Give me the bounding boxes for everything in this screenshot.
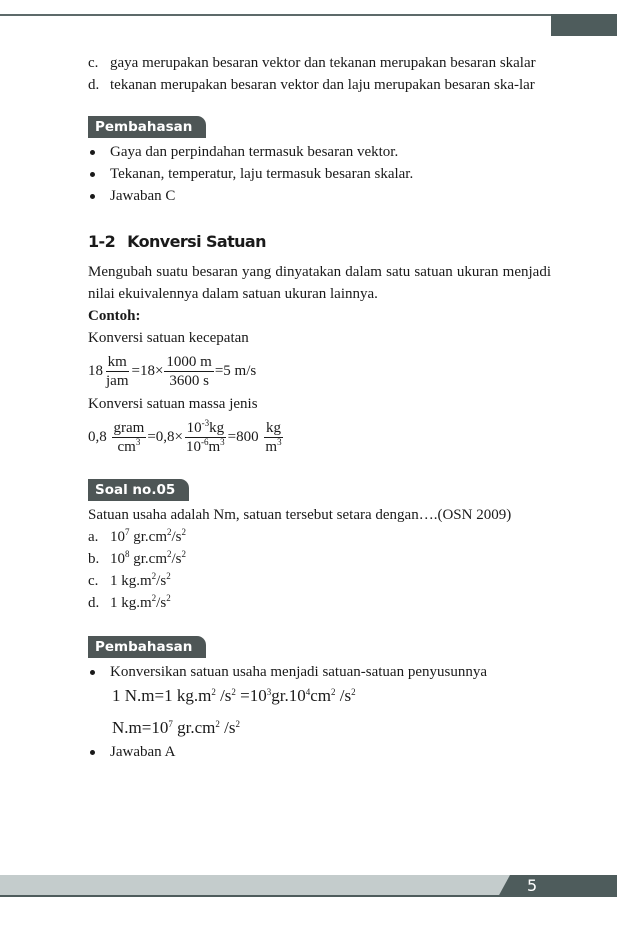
bullet-icon	[90, 194, 95, 199]
pembahasan-list	[88, 661, 551, 683]
pembahasan-list	[88, 141, 551, 207]
bullet-icon	[90, 670, 95, 675]
footer-tab	[498, 875, 617, 897]
bullet-icon	[90, 150, 95, 155]
list-item: Konversikan satuan usaha menjadi satuan-satuan penyusunnya	[88, 661, 551, 683]
option-label: c.	[88, 55, 99, 71]
option-text: gaya merupakan besaran vektor dan tekanan merupakan besaran skalar	[110, 55, 536, 71]
list-item: Tekanan, temperatur, laju termasuk besaran skalar.	[88, 163, 551, 185]
answer-option-a: a. $10^7$ $gr.cm^2/s^2$	[88, 527, 187, 545]
page-content	[88, 52, 551, 763]
bullet-icon	[90, 750, 95, 755]
section-title: Konversi Satuan	[127, 232, 266, 251]
option-text: tekanan merupakan besaran vektor dan laju merupakan besaran ska-lar	[110, 77, 535, 93]
list-item: Jawaban A	[88, 741, 551, 763]
answer-option-c: c. 1 $kg.m^2/s^2$	[88, 571, 171, 589]
fraction: $\frac{\text{gram}}{cm^3}$	[113, 419, 145, 455]
pembahasan-badge: Pembahasan	[88, 636, 206, 658]
formula-line-2: $N.m=10^7$ $gr.cm^2$ $/s^2$	[112, 718, 240, 737]
example2-caption: Konversi satuan massa jenis	[88, 396, 258, 412]
section-heading	[88, 231, 551, 253]
example1-caption: Konversi satuan kecepatan	[88, 330, 249, 346]
footer-bar	[0, 875, 510, 895]
section-number: 1-2	[88, 232, 116, 251]
fraction: $\frac{kg}{m^3}$	[265, 419, 282, 455]
prev-option-c	[88, 52, 551, 74]
question-text: Satuan usaha adalah Nm, satuan tersebut setara dengan….(OSN 2009)	[88, 507, 512, 523]
example-label: Contoh:	[88, 308, 141, 324]
list-item: Jawaban C	[88, 185, 551, 207]
fraction: $\frac{10^{-3}kg}{10^{-6}m^3}$	[186, 417, 225, 455]
formula-line-1: 1 N.m=1 $kg.m^2$ $/s^2 =10^3gr.10^4cm^2$ $/s^2$	[112, 686, 356, 705]
pembahasan-list	[88, 741, 551, 763]
speed-conversion-equation: 18 $\frac{km}{\text{jam}}$ =18× $\frac{1000 m}{3600 s}$ =5 m/s	[88, 353, 257, 389]
section-intro: Mengubah suatu besaran yang dinyatakan dalam satu satuan ukuran menjadi nilai ekuivalennya dalam satuan ukuran lainnya.	[88, 264, 551, 302]
density-conversion-equation: 0,8 $\frac{\text{gram}}{cm^3}$ =0,8× $\frac{10^{-3}kg}{10^{-6}m^3}$ =800 $\frac{kg}{m^3}$	[88, 417, 282, 455]
page-number: 5	[527, 876, 538, 895]
answer-option-d: d. 1 $kg.m^2/s^2$	[88, 593, 171, 611]
soal-badge: Soal no.05	[88, 479, 189, 501]
option-label: d.	[88, 77, 100, 93]
bullet-icon	[90, 172, 95, 177]
answer-option-b: b. $10^8$ $gr.cm^2/s^2$	[88, 549, 187, 567]
list-item: Gaya dan perpindahan termasuk besaran vektor.	[88, 141, 551, 163]
header-rule	[0, 14, 617, 16]
header-tab	[551, 14, 617, 36]
fraction: $\frac{1000 m}{3600 s}$	[166, 353, 212, 389]
pembahasan-badge: Pembahasan	[88, 116, 206, 138]
fraction: $\frac{km}{\text{jam}}$	[106, 353, 129, 389]
prev-option-d	[88, 74, 551, 96]
